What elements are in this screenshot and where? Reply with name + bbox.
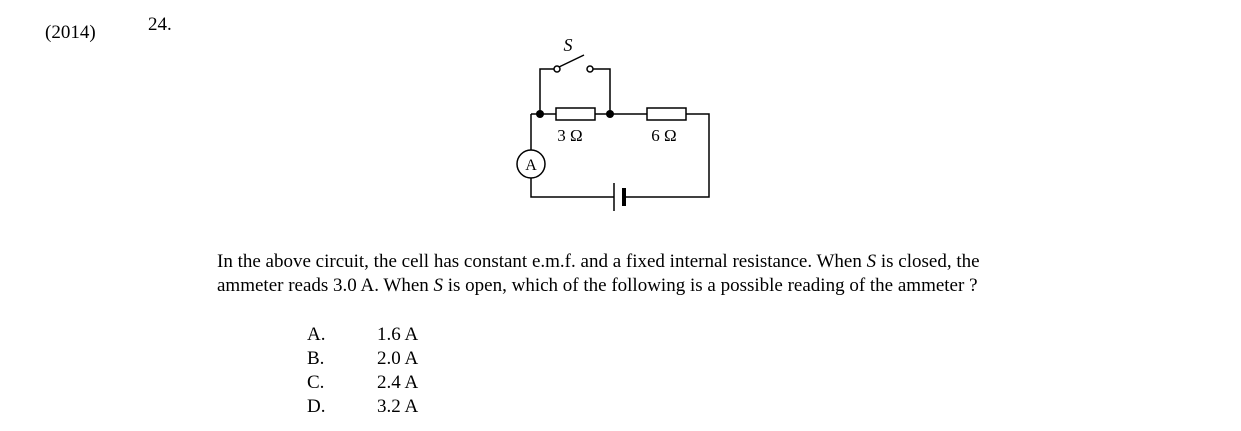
resistor-3-ohm-label: 3 Ω [557, 126, 583, 145]
switch-left-wire [540, 69, 554, 114]
circuit-diagram [500, 26, 720, 211]
option-value: 3.2 A [377, 396, 419, 417]
question-year: (2014) [45, 22, 96, 43]
switch-label: S [563, 35, 573, 55]
option-letter: C. [307, 372, 325, 393]
option-a[interactable] [307, 323, 418, 347]
question-line-1 [217, 250, 1117, 274]
answer-options [307, 323, 418, 419]
option-value: 2.0 A [377, 348, 419, 369]
question-text [217, 250, 1117, 298]
question-line-2-end: is open, which of the following is a possible reading of the ammeter ? [443, 275, 978, 296]
option-value: 1.6 A [377, 324, 419, 345]
option-value: 2.4 A [377, 372, 419, 393]
option-letter: B. [307, 348, 325, 369]
junction-right [606, 110, 614, 118]
option-c[interactable] [307, 371, 418, 395]
resistor-6-ohm [647, 108, 686, 120]
switch-ref-2: S [433, 275, 443, 296]
question-number: 24. [148, 14, 172, 35]
question-line-2-start: ammeter reads 3.0 A. When [217, 275, 434, 296]
option-b[interactable] [307, 347, 418, 371]
switch-ref-1: S [866, 251, 877, 272]
switch-blade [559, 55, 584, 67]
question-line-1-start: In the above circuit, the cell has constant e.m.f. and a fixed internal resistance. When [217, 251, 867, 272]
question-line-2 [217, 274, 1117, 298]
junction-left [536, 110, 544, 118]
switch-right-contact [587, 66, 593, 72]
question-line-1-end: is closed, the [876, 251, 980, 272]
wire-left-lower [531, 178, 614, 197]
option-d[interactable] [307, 395, 418, 419]
option-letter: D. [307, 396, 326, 417]
option-letter: A. [307, 324, 326, 345]
resistor-6-ohm-label: 6 Ω [651, 126, 677, 145]
resistor-3-ohm [556, 108, 595, 120]
ammeter-label: A [525, 157, 537, 174]
